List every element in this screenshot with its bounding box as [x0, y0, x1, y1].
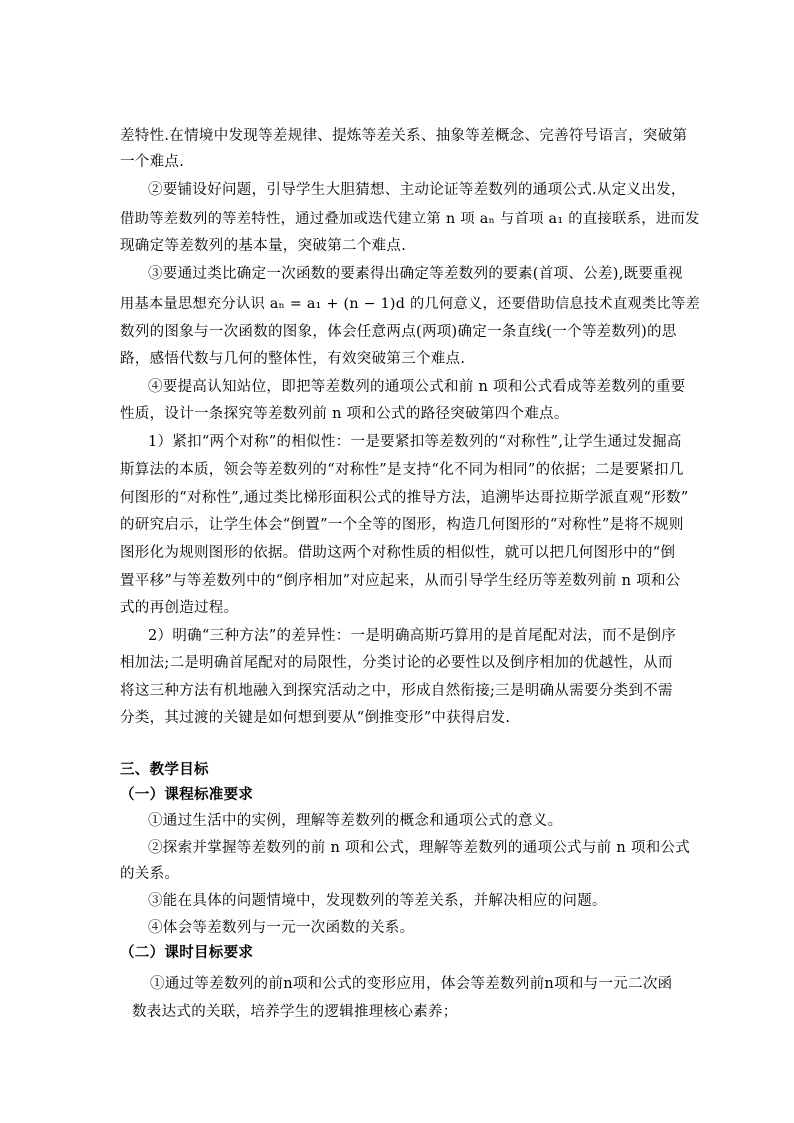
body-line: 2）明确“三种方法”的差异性：一是明确高斯巧算用的是首尾配对法，而不是倒序 [148, 628, 677, 644]
body-line: ③要通过类比确定一次函数的要素得出确定等差数列的要素(首项、公差),既要重视 [148, 266, 683, 282]
goal-item: ③能在具体的问题情境中，发现数列的等差关系，并解决相应的问题。 [148, 893, 607, 909]
body-line: 置平移”与等差数列中的“倒序相加”对应起来，从而引导学生经历等差数列前 n 项和公 [120, 573, 681, 589]
body-line: 式的再创造过程。 [120, 600, 239, 616]
body-line: 分类，其过渡的关键是如何想到要从“倒推变形”中获得启发. [120, 710, 511, 726]
body-line: 现确定等差数列的基本量，突破第二个难点. [120, 238, 407, 254]
body-line: 的研究启示，让学生体会“倒置”一个全等的图形，构造几何图形的“对称性”是将不规则 [120, 517, 684, 533]
body-line: 1）紧扣“两个对称”的相似性：一是要紧扣等差数列的“对称性”,让学生通过发掘高 [148, 434, 682, 450]
goal-item: ④体会等差数列与一元一次函数的关系。 [148, 920, 415, 936]
goal-item: ②探索并掌握等差数列的前 n 项和公式，理解等差数列的通项公式与前 n 项和公式 [148, 840, 691, 856]
body-line: 数列的图象与一次函数的图象，体会任意两点(两项)确定一条直线(一个等差数列)的思 [120, 324, 677, 340]
body-line: ②要铺设好问题，引导学生大胆猜想、主动论证等差数列的通项公式.从定义出发， [148, 182, 686, 198]
goal-item: ①通过等差数列的前n项和公式的变形应用，体会等差数列前n项和与一元二次函 [150, 976, 673, 992]
subsection-title: （二）课时目标要求 [120, 945, 254, 961]
body-line: 差特性.在情境中发现等差规律、提炼等差关系、抽象等差概念、完善符号语言，突破第 [120, 128, 688, 144]
body-line: ④要提高认知站位，即把等差数列的通项公式和前 n 项和公式看成等差数列的重要 [148, 379, 686, 395]
body-line: 路，感悟代数与几何的整体性，有效突破第三个难点. [120, 351, 466, 367]
body-line: 将这三种方法有机地融入到探究活动之中，形成自然衔接;三是明确从需要分类到不需 [120, 683, 673, 699]
body-line-formula: 用基本量思想充分认识 aₙ = a₁ + (n − 1)d 的几何意义，还要借助信息技术直观类比等差 [120, 296, 701, 312]
body-line: 性质，设计一条探究等差数列前 n 项和公式的路径突破第四个难点。 [120, 406, 569, 422]
body-line: 图形化为规则图形的依据。借助这两个对称性质的相似性，就可以把几何图形中的“倒 [120, 545, 676, 561]
goal-item: 数表达式的关联，培养学生的逻辑推理核心素养； [132, 1004, 458, 1020]
section-title: 三、教学目标 [120, 762, 209, 778]
body-line: 一个难点. [120, 154, 185, 170]
body-line: 相加法;二是明确首尾配对的局限性，分类讨论的必要性以及倒序相加的优越性，从而 [120, 655, 673, 671]
body-line: 借助等差数列的等差特性，通过叠加或迭代建立第 n 项 aₙ 与首项 a₁ 的直接联系，进而发 [120, 211, 700, 227]
goal-item: ①通过生活中的实例，理解等差数列的概念和通项公式的意义。 [148, 813, 563, 829]
subsection-title: （一）课程标准要求 [120, 787, 254, 803]
goal-item: 的关系。 [120, 866, 180, 882]
body-line: 斯算法的本质，领会等差数列的“对称性”是支持“化不同为相同”的依据；二是要紧扣几 [120, 462, 684, 478]
body-line: 何图形的“对称性”,通过类比梯形面积公式的推导方法，追溯毕达哥拉斯学派直观“形数” [120, 490, 689, 506]
